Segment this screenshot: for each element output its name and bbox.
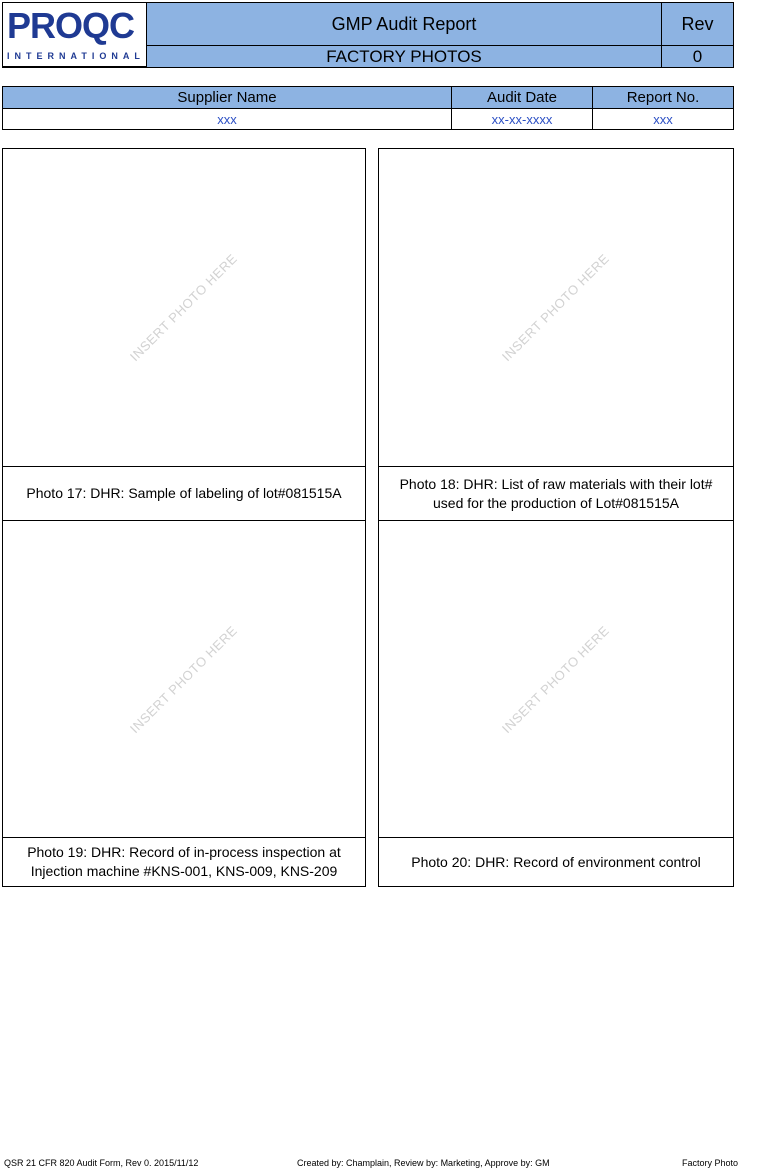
audit-date-header: Audit Date (451, 86, 593, 109)
photo-slot-17[interactable] (2, 148, 366, 467)
photo-placeholder: INSERT PHOTO HERE (499, 622, 613, 736)
photo-caption-20: Photo 20: DHR: Record of environment control (378, 837, 734, 887)
supplier-name-value: xxx (2, 108, 452, 130)
logo-text: PROQC (7, 5, 135, 46)
logo-subtext: INTERNATIONAL (7, 51, 145, 61)
rev-value: 0 (661, 45, 734, 68)
report-title: GMP Audit Report (146, 2, 662, 46)
photo-slot-20[interactable] (378, 520, 734, 838)
column-divider (365, 148, 379, 887)
photo-placeholder: INSERT PHOTO HERE (499, 250, 613, 365)
photo-caption-17: Photo 17: DHR: Sample of labeling of lot#081515A (2, 466, 366, 521)
report-subtitle: FACTORY PHOTOS (146, 45, 662, 68)
photo-caption-18: Photo 18: DHR: List of raw materials with their lot# used for the production of Lot#081515A (378, 466, 734, 521)
report-number-header: Report No. (592, 86, 734, 109)
footer-approvals: Created by: Champlain, Review by: Marketing, Approve by: GM (297, 1158, 550, 1168)
footer-form-id: QSR 21 CFR 820 Audit Form, Rev 0. 2015/11/12 (4, 1158, 199, 1168)
photo-placeholder: INSERT PHOTO HERE (127, 622, 241, 736)
report-number-value: xxx (592, 108, 734, 130)
supplier-name-header: Supplier Name (2, 86, 452, 109)
footer-section: Factory Photo (682, 1158, 739, 1168)
logo (2, 2, 147, 67)
photo-slot-19[interactable] (2, 520, 366, 838)
photo-placeholder: INSERT PHOTO HERE (127, 250, 241, 365)
photo-slot-18[interactable] (378, 148, 734, 467)
rev-label: Rev (661, 2, 734, 46)
audit-date-value: xx-xx-xxxx (451, 108, 593, 130)
photo-caption-19: Photo 19: DHR: Record of in-process inspection at Injection machine #KNS-001, KNS-009, KNS-209 (2, 837, 366, 887)
